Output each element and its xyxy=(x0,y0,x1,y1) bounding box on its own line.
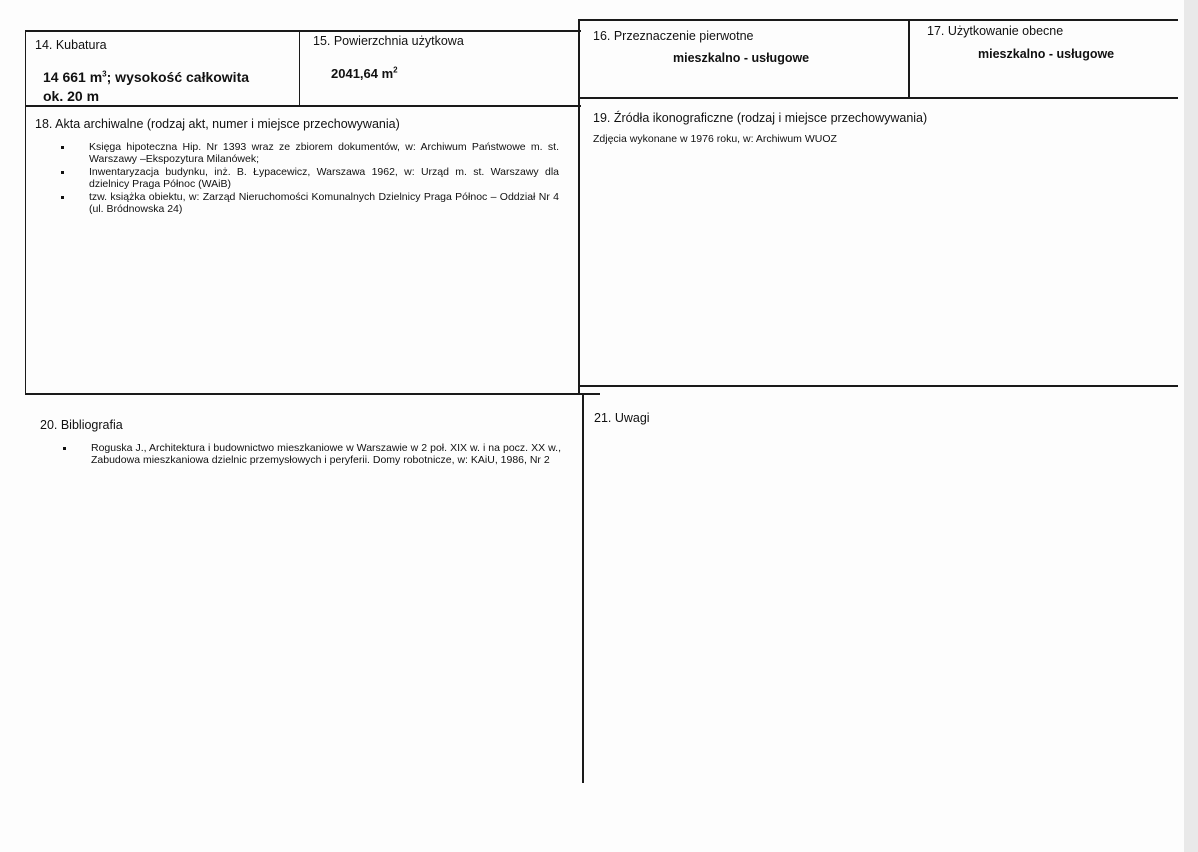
divider-16-17 xyxy=(908,19,910,99)
list-item: Roguska J., Architektura i budownictwo mieszkaniowe w Warszawie w 2 poł. XIX w. i na pocz. XX w., Zabudowa mieszkaniowa dzielnic przemysłowych i peryferii. Domy robotnicze, w: KAiU, 1986, Nr 2 xyxy=(63,443,561,466)
list-item: tzw. książka obiektu, w: Zarząd Nieruchomości Komunalnych Dzielnicy Praga Północ – Oddział Nr 4 (ul. Bródnowska 24) xyxy=(61,192,559,215)
left-border xyxy=(25,30,26,395)
kubatura-label: 14. Kubatura xyxy=(35,38,107,52)
przeznaczenie-value: mieszkalno - usługowe xyxy=(673,51,810,65)
akta-list xyxy=(61,142,559,217)
top-border-right xyxy=(578,19,1178,21)
powierzchnia-label: 15. Powierzchnia użytkowa xyxy=(313,34,464,48)
bibliografia-label: 20. Bibliografia xyxy=(40,418,123,432)
row2-bottom-left xyxy=(25,393,600,395)
zrodla-label: 19. Źródła ikonograficzne (rodzaj i miejsce przechowywania) xyxy=(593,111,928,125)
scan-edge xyxy=(1184,0,1198,852)
powierzchnia-value: 2041,64 $m^2$ xyxy=(331,65,398,81)
divider-14-15 xyxy=(299,30,300,107)
main-divider xyxy=(578,20,580,395)
list-item: Księga hipoteczna Hip. Nr 1393 wraz ze zbiorem dokumentów, w: Archiwum Państwowe m. st. Warszawy –Ekspozytura Milanówek; xyxy=(61,142,559,165)
bibliografia-list xyxy=(63,443,561,468)
row2-bottom-right xyxy=(580,385,1178,387)
przeznaczenie-label: 16. Przeznaczenie pierwotne xyxy=(593,29,754,43)
lower-divider xyxy=(582,393,584,783)
akta-label: 18. Akta archiwalne (rodzaj akt, numer i miejsce przechowywania) xyxy=(35,117,400,131)
uzytkowanie-label: 17. Użytkowanie obecne xyxy=(927,24,1064,38)
top-border-left xyxy=(25,30,581,32)
zrodla-value: Zdjęcia wykonane w 1976 roku, w: Archiwum WUOZ xyxy=(593,133,837,145)
uwagi-label: 21. Uwagi xyxy=(594,411,650,425)
row1-bottom-right xyxy=(578,97,1178,99)
list-item: Inwentaryzacja budynku, inż. B. Łypacewicz, Warszawa 1962, w: Urząd m. st. Warszawy dla dzielnicy Praga Północ (WAiB) xyxy=(61,167,559,190)
kubatura-value: 14 661 $m^3$; wysokość całkowita ok. 20 m xyxy=(43,69,250,104)
uzytkowanie-value: mieszkalno - usługowe xyxy=(978,47,1115,61)
